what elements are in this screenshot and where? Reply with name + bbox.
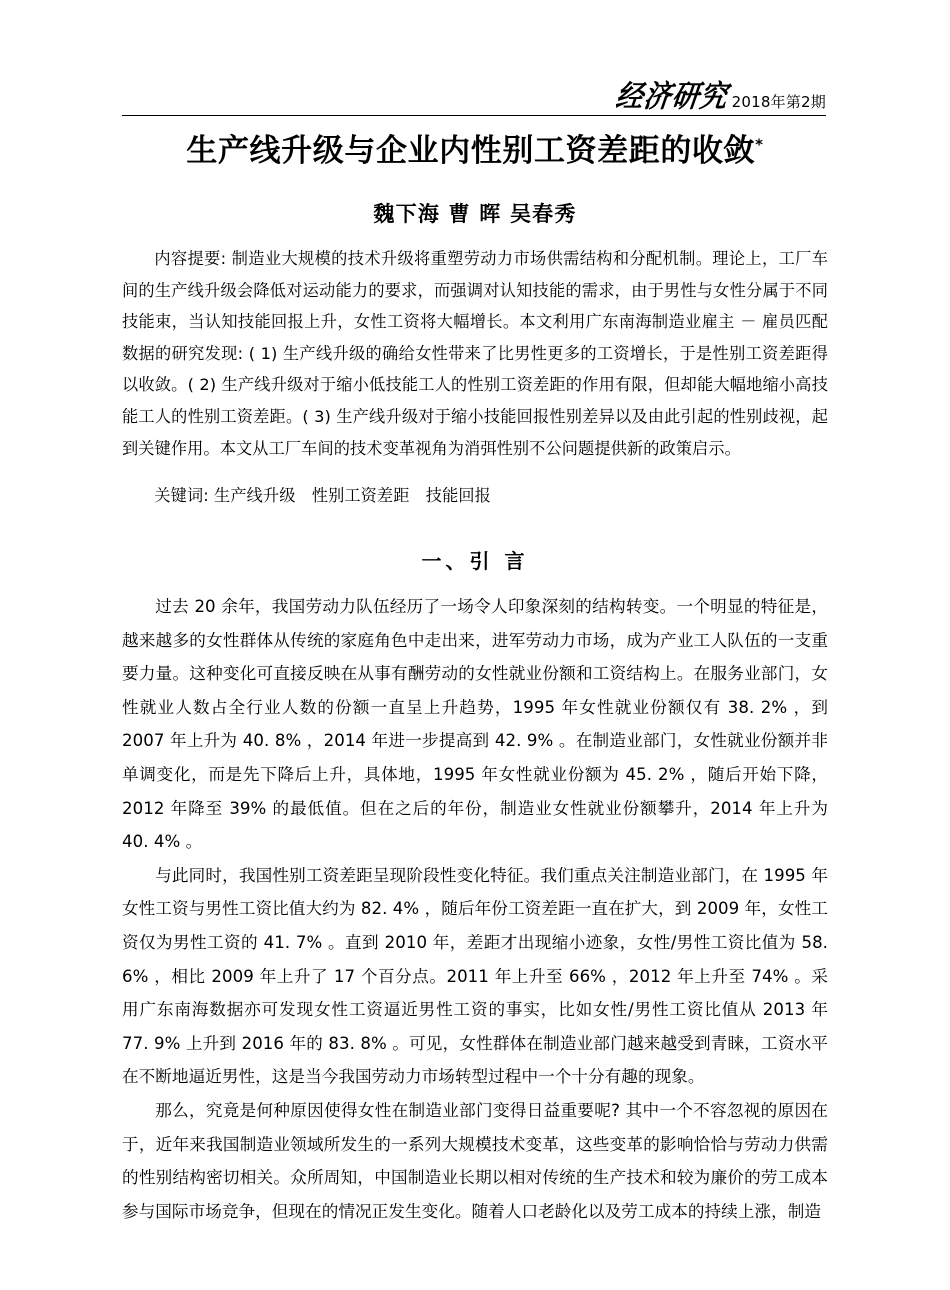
body-paragraph: 与此同时，我国性别工资差距呈现阶段性变化特征。我们重点关注制造业部门，在 1995 年女性工资与男性工资比值大约为 82. 4% ，随后年份工资差距一直在扩大，到 2009 年，女性工资仅为男性工资的 41. 7% 。直到 2010 年，差距才出现缩小迹象，女性/男性工资比值为 58. 6% ，相比 2009 年上升了 17 个百分点。2011 年上升至 66% ，2012 年上升至 74% 。采用广东南海数据亦可发现女性工资逼近男性工资的事实，比如女性/男性工资比值从 2013 年 77. 9% 上升到 2016 年的 83. 8% 。可见，女性群体在制造业部门越来越受到青睐，工资水平在不断地逼近男性，这是当今我国劳动力市场转型过程中一个十分有趣的现象。 — [122, 865, 828, 1087]
body-text — [122, 590, 828, 1228]
body-paragraph: 过去 20 余年，我国劳动力队伍经历了一场令人印象深刻的结构转变。一个明显的特征是，越来越多的女性群体从传统的家庭角色中走出来，进军劳动力市场，成为产业工人队伍的一支重要力量。这种变化可直接反映在从事有酬劳动的女性就业份额和工资结构上。在服务业部门，女性就业人数占全行业人数的份额一直呈上升趋势，1995 年女性就业份额仅有 38. 2% ，到 2007 年上升为 40. 8% ，2014 年进一步提高到 42. 9% 。在制造业部门，女性就业份额并非单调变化，而是先下降后上升，具体地，1995 年女性就业份额为 45. 2% ，随后开始下降，2012 年降至 39% 的最低值。但在之后的年份，制造业女性就业份额攀升，2014 年上升为 40. 4% 。 — [122, 597, 828, 852]
journal-logo: 经济研究 — [613, 79, 730, 115]
author-list: 魏下海 曹 晖 吴春秀 — [373, 202, 577, 226]
body-paragraph: 那么，究竟是何种原因使得女性在制造业部门变得日益重要呢? 其中一个不容忽视的原因在于，近年来我国制造业领域所发生的一系列大规模技术变革，这些变革的影响恰恰与劳动力供需的性别结构密切相关。众所周知，中国制造业长期以相对传统的生产技术和较为廉价的劳工成本参与国际市场竞争，但现在的情况正发生变化。随着人口老龄化以及劳工成本的持续上涨，制造 — [122, 1100, 828, 1221]
keywords-line: 关键词: 生产线升级 性别工资差距 技能回报 — [154, 486, 491, 505]
title-text: 生产线升级与企业内性别工资差距的收敛 — [186, 133, 756, 169]
issue-label: 2018年第2期 — [731, 93, 826, 111]
abstract-paragraph: 内容提要: 制造业大规模的技术升级将重塑劳动力市场供需结构和分配机制。理论上，工厂车间的生产线升级会降低对运动能力的要求，而强调对认知技能的需求，由于男性与女性分属于不同技能束，当认知技能回报上升，女性工资将大幅增长。本文利用广东南海制造业雇主 － 雇员匹配数据的研究发现: ( 1) 生产线升级的确给女性带来了比男性更多的工资增长，于是性别工资差距得以收敛。( 2) 生产线升级对于缩小低技能工人的性别工资差距的作用有限，但却能大幅地缩小高技能工人的性别工资差距。( 3) 生产线升级对于缩小技能回报性别差异以及由此引起的性别歧视，起到关键作用。本文从工厂车间的技术变革视角为消弭性别不公问题提供新的政策启示。 — [122, 249, 828, 458]
abstract-block — [122, 243, 828, 464]
title-footnote-marker: * — [755, 135, 764, 154]
page-title — [0, 133, 950, 170]
section-heading: 一、引 言 — [421, 549, 529, 573]
running-head — [122, 76, 826, 116]
